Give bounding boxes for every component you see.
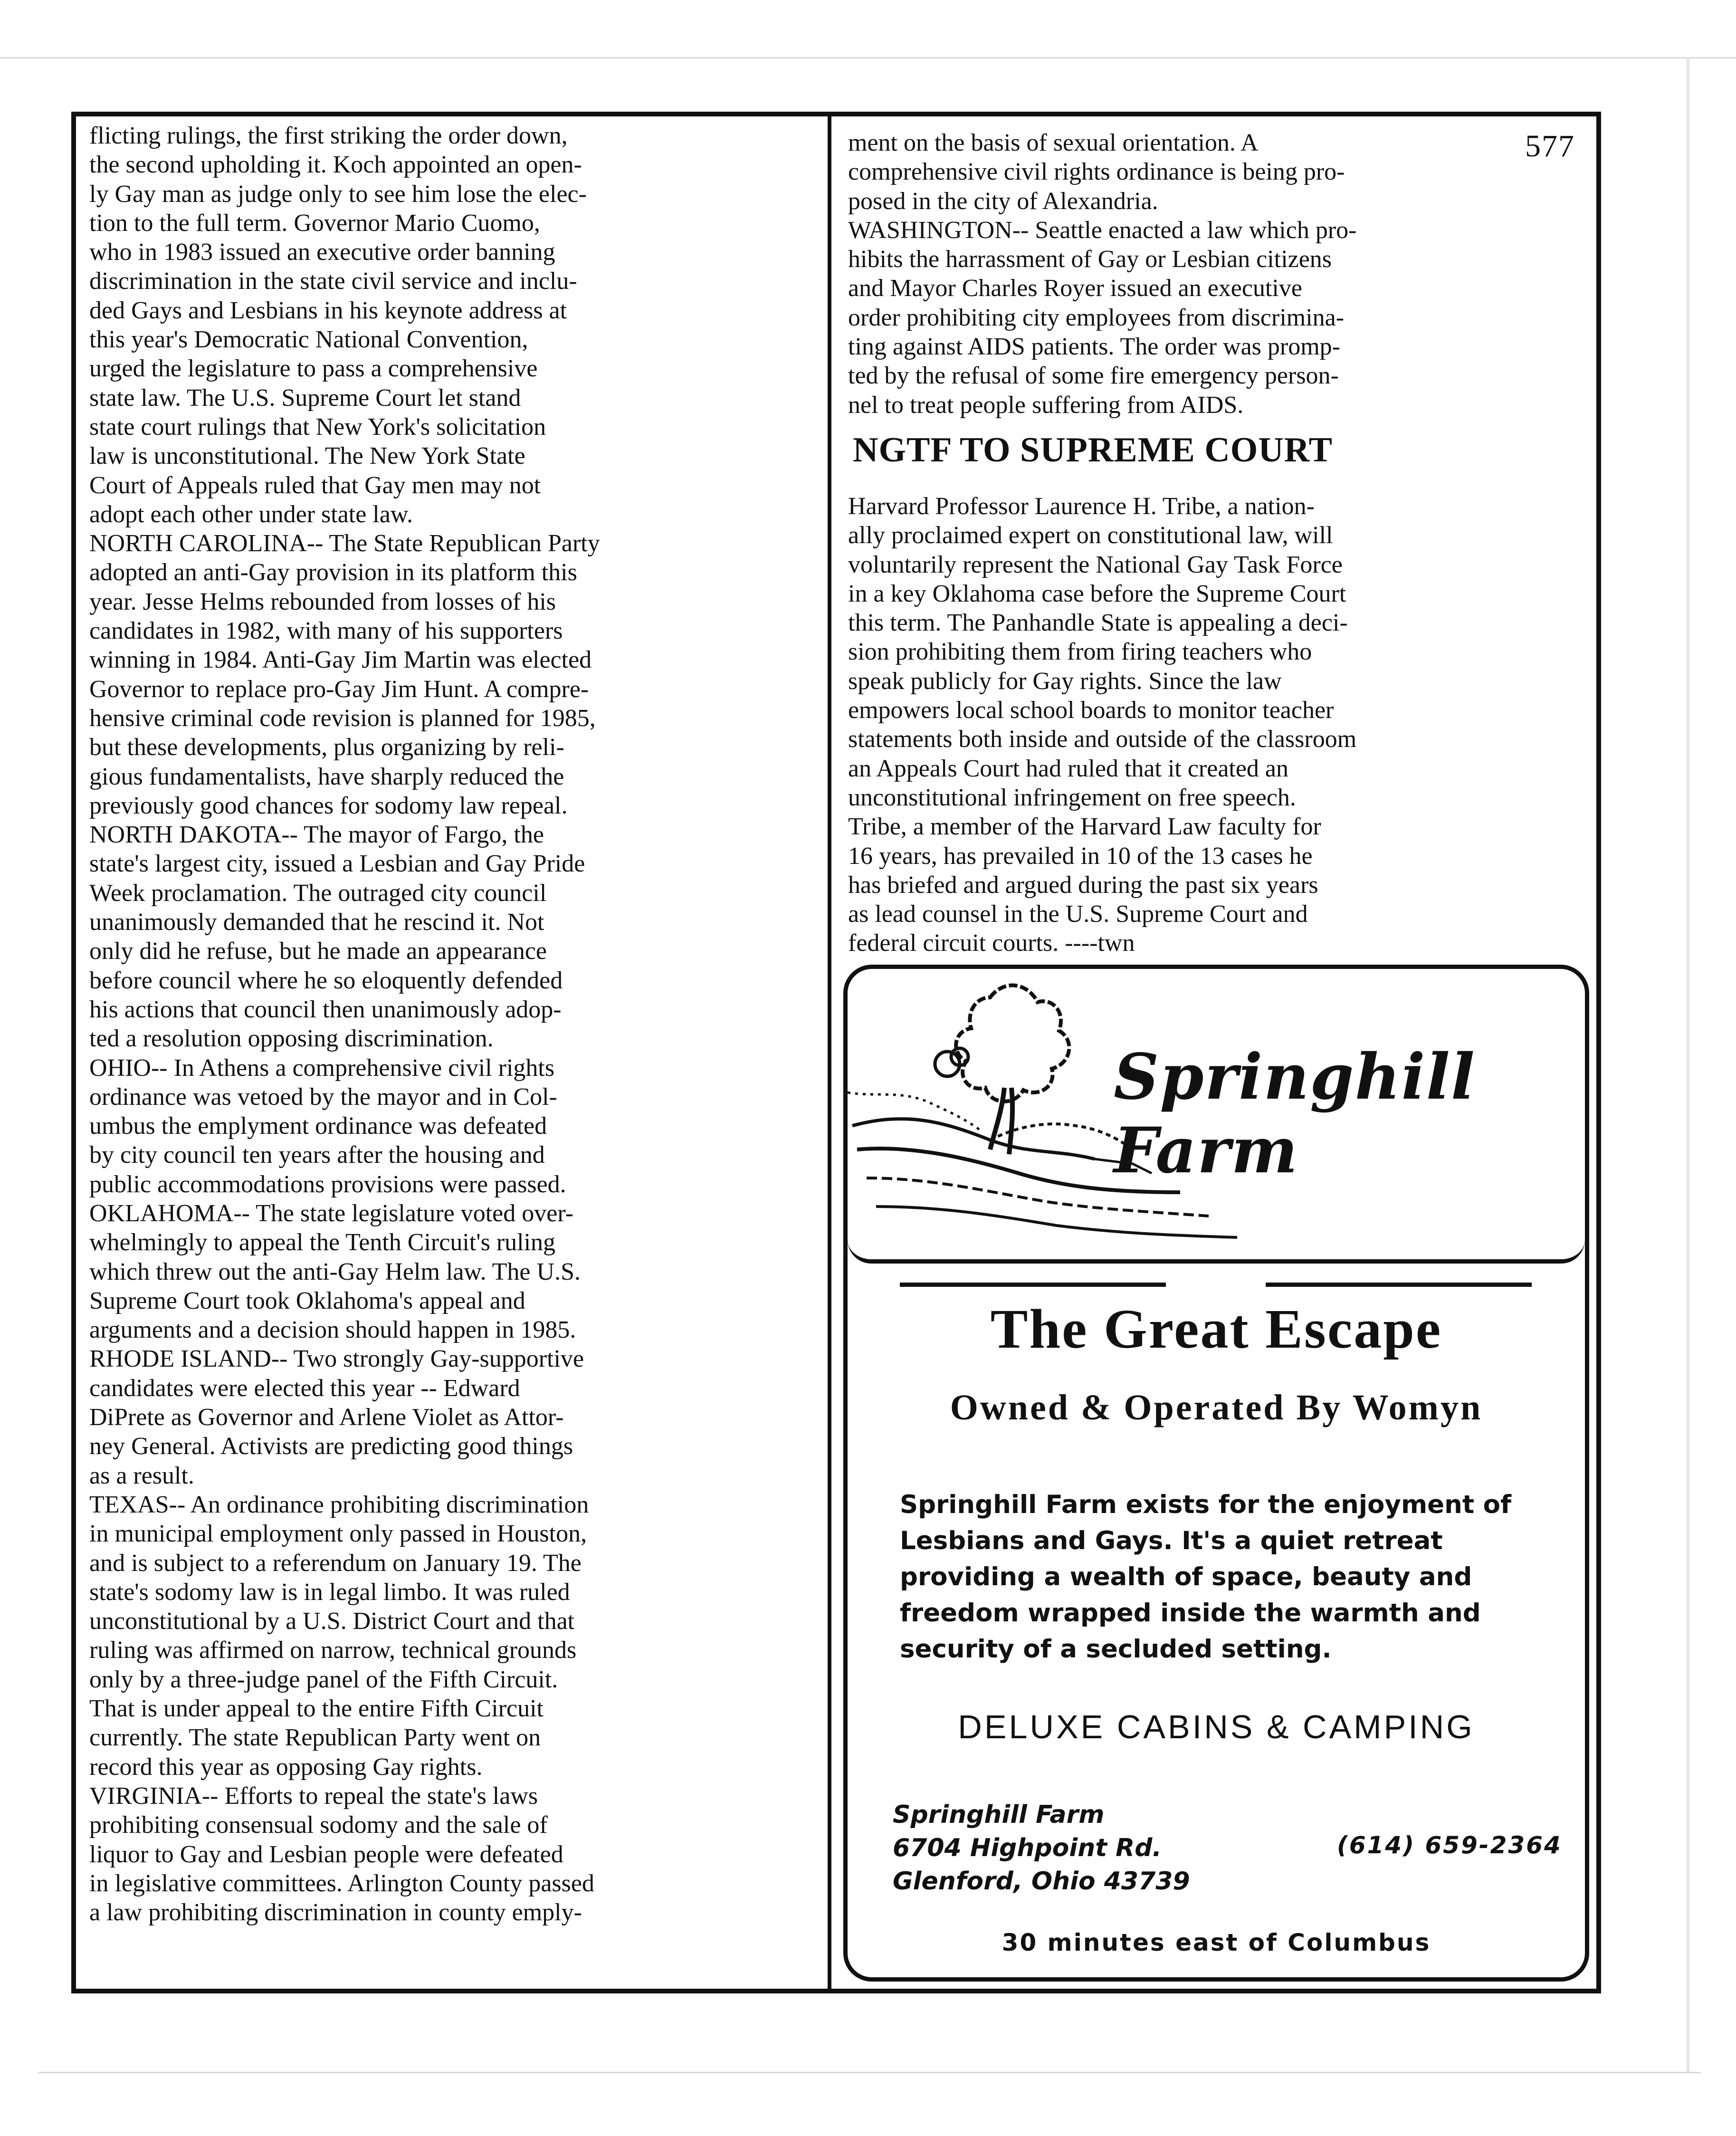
left-column-line: state court rulings that New York's solicitation	[89, 413, 546, 441]
left-column-line: whelmingly to appeal the Tenth Circuit's ruling	[89, 1229, 556, 1256]
ngtf-article-line: unconstitutional infringement on free speech.	[848, 784, 1296, 811]
left-column-line: his actions that council then unanimously adop-	[89, 996, 562, 1023]
ngtf-article-line: statements both inside and outside of the classroom	[848, 726, 1357, 753]
ad-headline: The Great Escape	[990, 1298, 1442, 1360]
right-column-line: WASHINGTON-- Seattle enacted a law which pro-	[848, 216, 1357, 244]
ad-body-line: Lesbians and Gays. It's a quiet retreat	[900, 1526, 1443, 1555]
left-column-line: only did he refuse, but he made an appearance	[89, 938, 547, 965]
left-column-line: law is unconstitutional. The New York State	[89, 442, 525, 470]
left-column-line: unanimously demanded that he rescind it. Not	[89, 909, 544, 936]
left-column-line: the second upholding it. Koch appointed an open-	[89, 151, 582, 179]
left-column-line: state's sodomy law is in legal limbo. It was ruled	[89, 1578, 570, 1606]
right-column-line: posed in the city of Alexandria.	[848, 187, 1158, 215]
left-column-line: ly Gay man as judge only to see him lose the elec-	[89, 180, 587, 208]
left-column-line: currently. The state Republican Party went on	[89, 1724, 541, 1752]
left-column-line: discrimination in the state civil service and inclu-	[89, 268, 577, 295]
left-column-text	[89, 121, 821, 1927]
left-column-line: flicting rulings, the first striking the order down,	[89, 122, 568, 149]
left-column-line: prohibiting consensual sodomy and the sale of	[89, 1811, 548, 1839]
right-column-line: ment on the basis of sexual orientation. A	[848, 129, 1259, 156]
left-column-line: Week proclamation. The outraged city council	[89, 879, 547, 907]
ad-cabins-line: DELUXE CABINS & CAMPING	[958, 1708, 1475, 1745]
right-column-line: ting against AIDS patients. The order was promp-	[848, 333, 1340, 361]
ad-body-line: security of a secluded setting.	[900, 1635, 1332, 1664]
column-divider	[828, 112, 831, 1993]
left-column-line: arguments and a decision should happen in 1985.	[89, 1316, 576, 1344]
left-column-line: year. Jesse Helms rebounded from losses of his	[89, 588, 556, 615]
left-column-line: before council where he so eloquently defended	[89, 967, 563, 994]
left-column-line: record this year as opposing Gay rights.	[89, 1753, 483, 1781]
left-column-line: state law. The U.S. Supreme Court let stand	[89, 384, 521, 412]
ngtf-article-line: as lead counsel in the U.S. Supreme Court and	[848, 900, 1308, 928]
left-column-line: ted a resolution opposing discrimination.	[89, 1025, 494, 1053]
right-column-line: hibits the harrassment of Gay or Lesbian citizens	[848, 246, 1332, 273]
left-column-line: TEXAS-- An ordinance prohibiting discrimination	[89, 1491, 589, 1518]
ad-body-line: providing a wealth of space, beauty and	[900, 1562, 1472, 1591]
left-column-line: NORTH DAKOTA-- The mayor of Fargo, the	[89, 821, 544, 849]
page-edge-bottom	[38, 2072, 1701, 2073]
left-column-line: OKLAHOMA-- The state legislature voted over-	[89, 1199, 573, 1227]
left-column-line: previously good chances for sodomy law repeal.	[89, 792, 568, 819]
ngtf-article-line: 16 years, has prevailed in 10 of the 13 cases he	[848, 842, 1313, 870]
left-column-line: candidates were elected this year -- Edward	[89, 1374, 520, 1402]
page-edge-right	[1687, 57, 1689, 2072]
ngtf-article-line: ally proclaimed expert on constitutional law, will	[848, 522, 1333, 549]
left-column-line: umbus the emplyment ordinance was defeated	[89, 1112, 547, 1140]
left-column-line: which threw out the anti-Gay Helm law. The U.S.	[89, 1258, 581, 1285]
farm-illustration	[848, 969, 1585, 1264]
left-column-line: but these developments, plus organizing by reli-	[89, 734, 564, 761]
ngtf-article-line: Tribe, a member of the Harvard Law faculty for	[848, 813, 1321, 841]
left-column-line: hensive criminal code revision is planned for 1985,	[89, 704, 596, 732]
left-column-line: as a result.	[89, 1462, 194, 1489]
page-number: 577	[1525, 129, 1575, 163]
left-column-line: OHIO-- In Athens a comprehensive civil rights	[89, 1054, 555, 1082]
ngtf-article-line: voluntarily represent the National Gay Task Force	[848, 551, 1343, 578]
left-column-line: urged the legislature to pass a comprehensive	[89, 355, 538, 383]
left-column-line: Governor to replace pro-Gay Jim Hunt. A compre-	[89, 675, 589, 703]
ad-subheadline: Owned & Operated By Womyn	[950, 1388, 1483, 1427]
left-column-line: ordinance was vetoed by the mayor and in Col-	[89, 1083, 557, 1111]
left-column-line: and is subject to a referendum on January 19. The	[89, 1549, 582, 1577]
ngtf-article-line: has briefed and argued during the past six years	[848, 871, 1318, 899]
left-column-line: only by a three-judge panel of the Fifth Circuit.	[89, 1666, 558, 1693]
ngtf-article-line: Harvard Professor Laurence H. Tribe, a nation-	[848, 493, 1315, 520]
left-column-line: who in 1983 issued an executive order banning	[89, 239, 555, 266]
right-column-line: order prohibiting city employees from discrimina-	[848, 304, 1345, 331]
left-column-line: VIRGINIA-- Efforts to repeal the state's laws	[89, 1782, 538, 1810]
ad-body-line: Springhill Farm exists for the enjoyment of	[900, 1490, 1512, 1519]
ad-contact-address	[893, 1798, 1190, 1898]
ad-contact-street: 6704 Highpoint Rd.	[893, 1834, 1162, 1862]
left-column-line: winning in 1984. Anti-Gay Jim Martin was elected	[89, 646, 592, 674]
ngtf-article-body	[848, 492, 1570, 958]
ad-contact-city: Glenford, Ohio 43739	[893, 1867, 1190, 1896]
left-column-line: candidates in 1982, with many of his supporters	[89, 617, 563, 645]
left-column-line: unconstitutional by a U.S. District Court and that	[89, 1608, 575, 1635]
ad-body-line: freedom wrapped inside the warmth and	[900, 1599, 1481, 1628]
left-column-line: state's largest city, issued a Lesbian and Gay Pride	[89, 850, 585, 878]
left-column-line: liquor to Gay and Lesbian people were defeated	[89, 1840, 563, 1868]
ngtf-headline: NGTF TO SUPREME COURT	[853, 431, 1333, 469]
left-column-line: ruling was affirmed on narrow, technical grounds	[89, 1637, 577, 1664]
left-column-line: DiPrete as Governor and Arlene Violet as Attor-	[89, 1404, 564, 1431]
ngtf-article-line: federal circuit courts. ----twn	[848, 929, 1135, 957]
left-column-line: in legislative committees. Arlington County passed	[89, 1869, 594, 1897]
left-column-line: Supreme Court took Oklahoma's appeal and	[89, 1287, 525, 1314]
ad-contact-phone: (614) 659-2364	[1337, 1831, 1562, 1859]
ad-script-title: Springhill Farm	[1114, 1040, 1476, 1188]
left-column-line: NORTH CAROLINA-- The State Republican Party	[89, 530, 600, 557]
left-column-line: a law prohibiting discrimination in county emply-	[89, 1899, 582, 1926]
ad-rule-left	[900, 1283, 1166, 1287]
ad-body-text	[900, 1487, 1536, 1667]
right-column-line: comprehensive civil rights ordinance is being pro-	[848, 158, 1345, 186]
ngtf-article-line: this term. The Panhandle State is appealing a deci-	[848, 609, 1348, 637]
ad-footer: 30 minutes east of Columbus	[1002, 1929, 1431, 1956]
left-column-line: tion to the full term. Governor Mario Cuomo,	[89, 209, 540, 237]
left-column-line: That is under appeal to the entire Fifth Circuit	[89, 1695, 544, 1723]
ngtf-article-line: speak publicly for Gay rights. Since the law	[848, 667, 1282, 695]
left-column-line: adopted an anti-Gay provision in its platform this	[89, 559, 577, 586]
left-column-line: ded Gays and Lesbians in his keynote address at	[89, 297, 567, 324]
left-column-line: by city council ten years after the housing and	[89, 1141, 545, 1169]
right-column-line: and Mayor Charles Royer issued an executive	[848, 275, 1302, 302]
left-column-line: this year's Democratic National Convention,	[89, 326, 528, 354]
ngtf-article-line: sion prohibiting them from firing teachers who	[848, 638, 1312, 666]
ngtf-article-line: in a key Oklahoma case before the Supreme Court	[848, 580, 1346, 607]
springhill-farm-ad	[843, 965, 1589, 1982]
ngtf-article-line: an Appeals Court had ruled that it created an	[848, 755, 1289, 782]
page-edge-top	[0, 57, 1736, 58]
ad-contact-name: Springhill Farm	[893, 1801, 1105, 1829]
left-column-line: ney General. Activists are predicting good things	[89, 1433, 573, 1460]
ad-rule-right	[1266, 1283, 1532, 1287]
right-column-line: nel to treat people suffering from AIDS.	[848, 391, 1244, 419]
left-column-line: public accommodations provisions were passed.	[89, 1170, 566, 1198]
left-column-line: Court of Appeals ruled that Gay men may not	[89, 471, 541, 499]
right-column-line: ted by the refusal of some fire emergency person-	[848, 362, 1339, 390]
ngtf-article-line: empowers local school boards to monitor teacher	[848, 697, 1334, 724]
left-column-line: adopt each other under state law.	[89, 500, 413, 528]
left-column-line: gious fundamentalists, have sharply reduced the	[89, 763, 564, 790]
right-column-text	[848, 128, 1570, 420]
left-column-line: RHODE ISLAND-- Two strongly Gay-supportive	[89, 1345, 584, 1373]
left-column-line: in municipal employment only passed in Houston,	[89, 1520, 587, 1548]
